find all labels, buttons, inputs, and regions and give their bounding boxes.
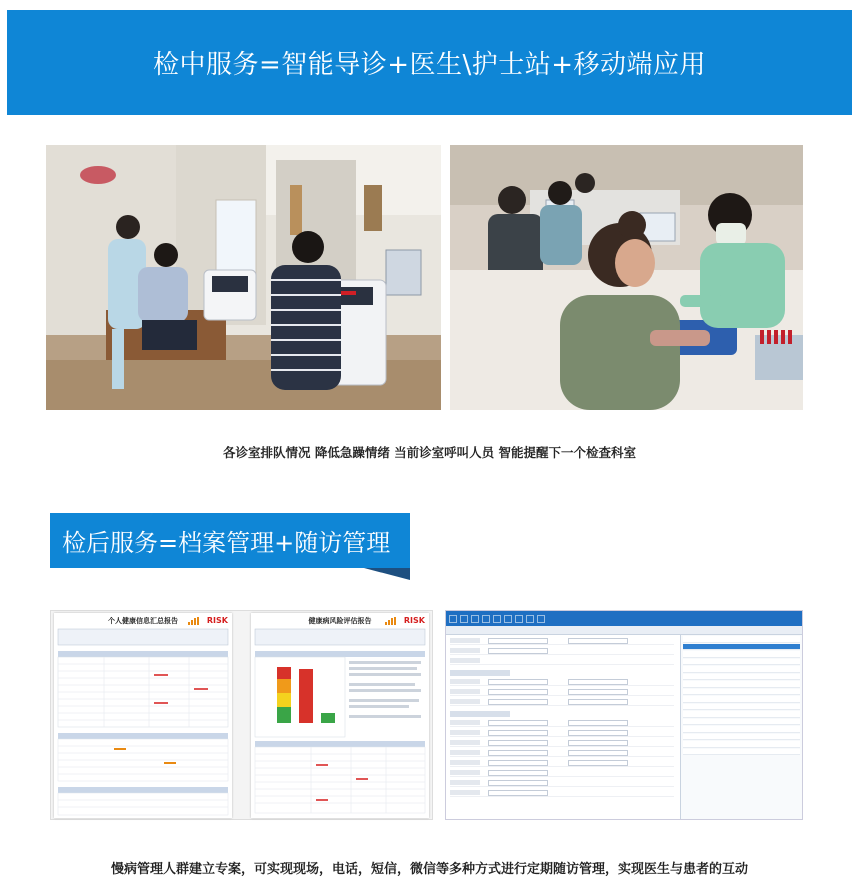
followup-form-screenshot bbox=[445, 610, 803, 820]
section-tab-fold bbox=[364, 568, 410, 580]
risk-assessment-title: 健康病风险评估报告 bbox=[308, 617, 372, 625]
summary-report-title: 个人健康信息汇总报告 bbox=[108, 617, 178, 625]
risk-assessment-content bbox=[251, 627, 429, 817]
risk-logo-2: RISK bbox=[403, 616, 425, 625]
banner-title: 检中服务=智能导诊+医生\护士站+移动端应用 bbox=[152, 50, 707, 80]
waiting-room-illustration bbox=[46, 145, 441, 410]
form-body bbox=[446, 635, 678, 819]
followup-record-list bbox=[680, 635, 802, 819]
health-report-screenshot bbox=[50, 610, 433, 820]
form-tabs bbox=[446, 626, 802, 635]
risk-assessment-page bbox=[251, 613, 429, 818]
summary-report-table bbox=[54, 627, 232, 817]
waiting-room-photo bbox=[46, 145, 441, 410]
nurse-station-illustration bbox=[450, 145, 803, 410]
section-title-followup: 检后服务=档案管理+随访管理 bbox=[50, 513, 410, 568]
header-banner bbox=[7, 10, 852, 115]
followup-caption: 慢病管理人群建立专案，可实现现场，电话，短信，微信等多种方式进行定期随访管理，实现医生与患者的互动 bbox=[110, 862, 748, 877]
risk-logo: RISK bbox=[206, 616, 228, 625]
summary-report-page bbox=[54, 613, 232, 818]
form-toolbar bbox=[446, 611, 802, 626]
queue-caption: 各诊室排队情况 降低急躁情绪 当前诊室呼叫人员 智能提醒下一个检查科室 bbox=[222, 445, 637, 460]
nurse-station-photo bbox=[450, 145, 803, 410]
risk-logo-bars bbox=[188, 617, 202, 625]
risk-logo-bars-2 bbox=[385, 617, 399, 625]
